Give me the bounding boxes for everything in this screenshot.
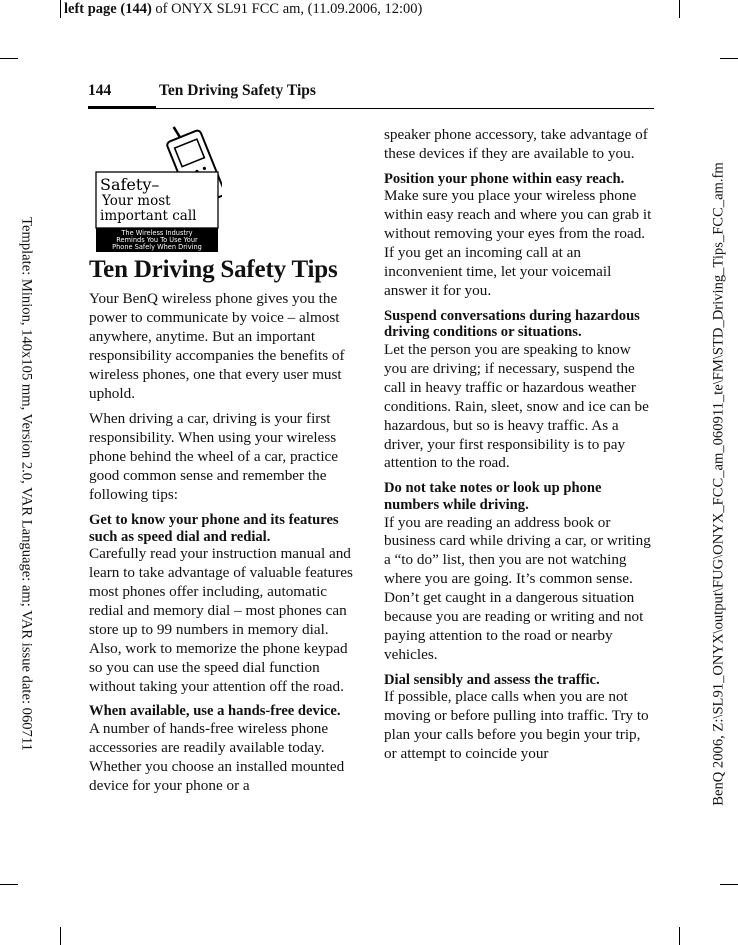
crop-mark [0,58,18,59]
header-rule-accent [88,106,156,109]
crop-mark [720,884,738,885]
tip-body: A number of hands-free wireless phone accessories are readily available today. Whether you choose an installed mounted device for your phone or a [89,720,345,794]
right-column [384,126,654,771]
template-info-text: Template: Minion, 140x105 mm, Version 2.0, VAR Language: am; VAR issue date: 060711 [18,217,35,751]
tip-body: If you are reading an address book or business card while driving a car, or writing a “to do” list, then you are not watching where you are going. It’s common sense. Don’t get caught in a dangerous situation because you are reading or writing and not paying attention to the road or nearby vehicles. [384,513,651,663]
tip-body: Carefully read your instruction manual and learn to take advantage of valuable features most phones offer including, automatic redial and memory dial – most phones can store up to 99 numbers in memory dial. Also, work to memorize the phone keypad so you can use the speed dial function without taking your attention off the road. [89,545,353,695]
running-title: Ten Driving Safety Tips [159,82,316,99]
tip-body: Let the person you are speaking to know you are driving; if necessary, suspend the call in heavy traffic or hazardous weather conditions. Rain, sleet, snow and ice can be hazardous, but so is heavy traffic. As a driver, your first responsibility is to pay attention to the road. [384,341,649,472]
tip-heading: Do not take notes or look up phone numbers while driving. [384,480,602,513]
logo-band-1: The Wireless Industry [121,229,193,237]
tip-heading: Get to know your phone and its features such as speed dial and redial. [89,511,339,545]
print-info-rest: of ONYX SL91 FCC am, (11.09.2006, 12:00) [151,1,423,17]
safety-logo [94,124,222,254]
tip-body: speaker phone accessory, take advantage of these devices if they are available to you. [384,126,648,162]
crop-mark [679,0,680,18]
logo-band-2: Reminds You To Use Your [116,236,198,244]
tip-heading: Position your phone within easy reach. [384,170,625,187]
page-title: Ten Driving Safety Tips [89,256,338,283]
tip-body: If possible, place calls when you are not moving or before pulling into traffic. Try to plan your calls before you begin your trip, or attempt to coincide your [384,688,649,763]
crop-mark [60,927,61,945]
tip-heading: Suspend conversations during hazardous driving conditions or situations. [384,307,640,341]
file-path-text: BenQ 2006, Z:\SL91_ONYX\output\FUG\ONYX_FCC_am_060911_te\FM\STD_Driving_Tips_FCC_am.fm [710,162,727,806]
crop-mark [679,927,680,945]
tip-heading: Dial sensibly and assess the traffic. [384,671,600,688]
header-rule [88,108,654,109]
print-info-top [64,0,422,18]
print-info-bold: left page (144) [64,1,152,17]
crop-mark [0,884,18,885]
logo-band-3: Phone Safely When Driving [112,243,202,251]
logo-line-1: Safety– [100,175,160,194]
left-column [89,290,355,803]
tip-body: Make sure you place your wireless phone within easy reach and where you can grab it without removing your eyes from the road. If you get an incoming call at an inconvenient time, let your voicemail answer it for you. [384,187,652,299]
intro-paragraph: When driving a car, driving is your first responsibility. When using your wireless phone behind the wheel of a car, practice good common sense and remember the following tips: [89,410,339,504]
crop-mark [60,0,61,18]
logo-line-3: important call [100,208,197,224]
logo-line-2: Your most [102,193,171,209]
crop-mark [720,58,738,59]
running-head [88,82,654,108]
tip-heading: When available, use a hands-free device. [89,703,341,720]
intro-paragraph: Your BenQ wireless phone gives you the power to communicate by voice – almost anywhere, anytime. But an important responsibility accompanies the benefits of wireless phones, one that every user must uphold. [89,290,345,402]
page-number: 144 [88,82,112,99]
